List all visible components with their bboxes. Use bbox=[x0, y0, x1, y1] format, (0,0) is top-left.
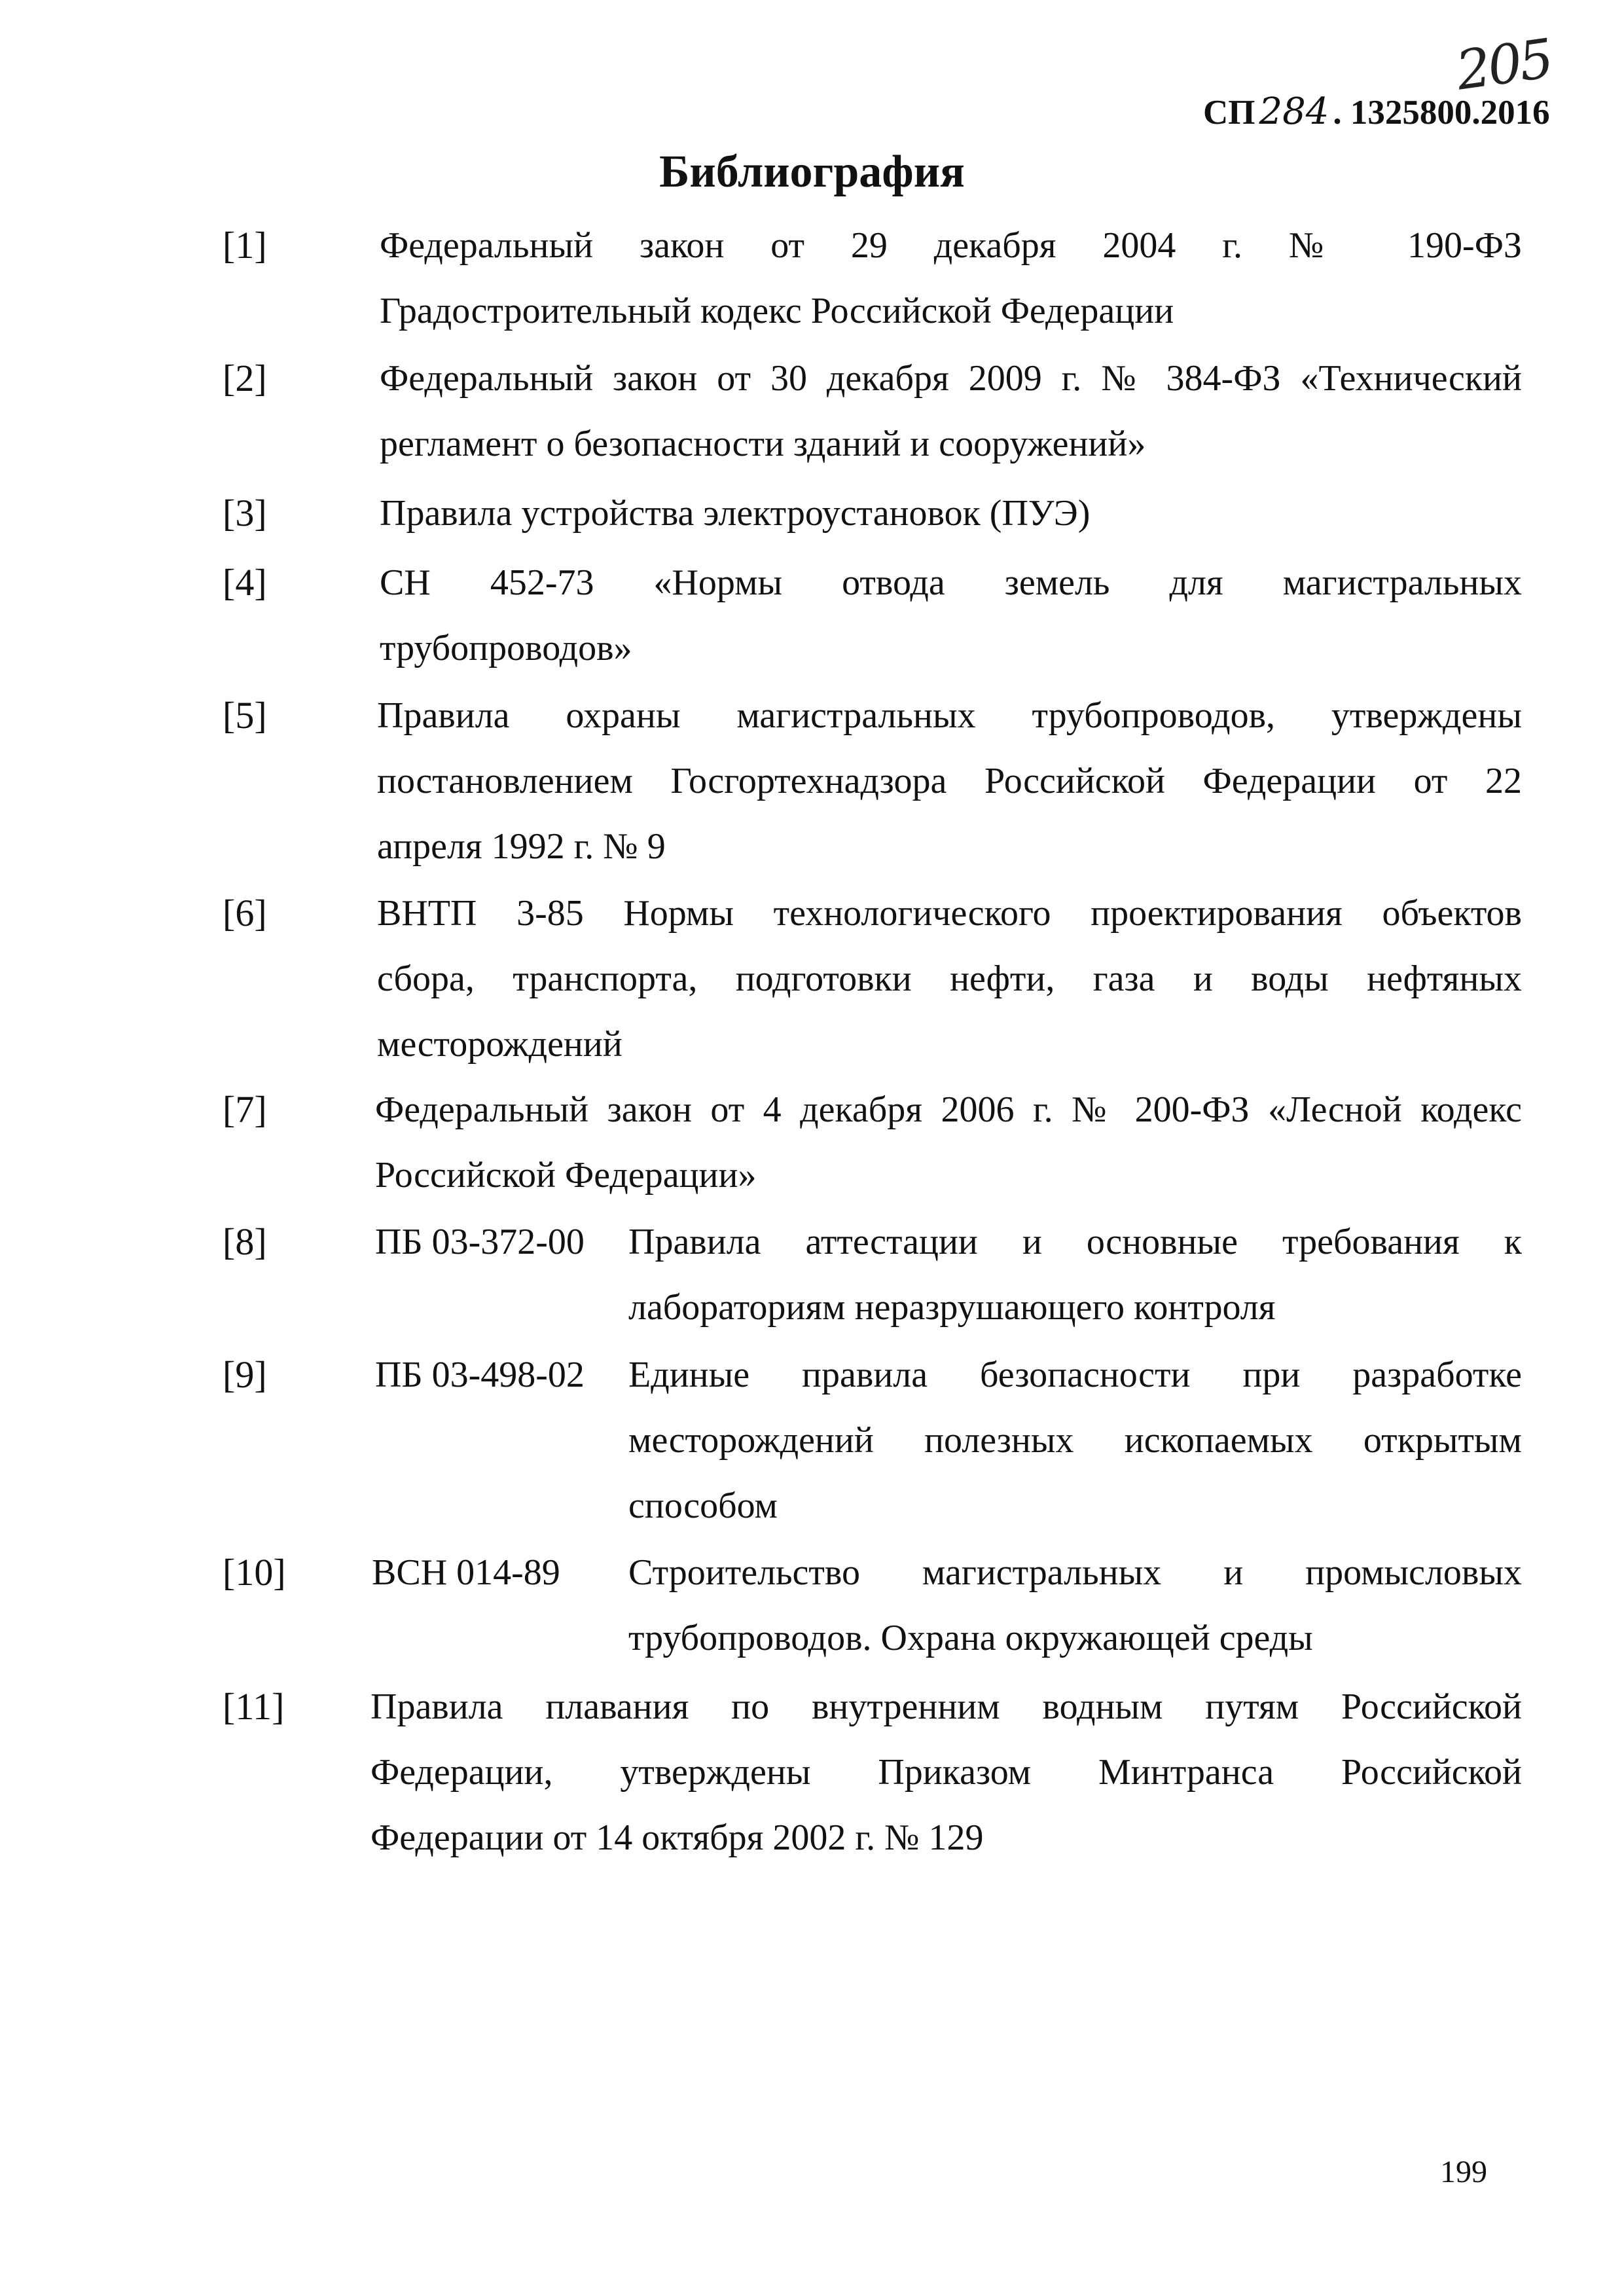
entry-text bbox=[375, 1077, 1522, 1208]
entry-line: ВНТП 3-85 Нормы технологического проектирования объектов bbox=[377, 893, 1522, 934]
entry-line: Строительство магистральных и промысловых bbox=[628, 1552, 1522, 1593]
entry-number: [9] bbox=[223, 1353, 267, 1396]
entry-text bbox=[377, 881, 1522, 1077]
entry-text bbox=[380, 213, 1522, 344]
entry-line: Правила аттестации и основные требования к bbox=[628, 1222, 1522, 1262]
entry-line: месторождений bbox=[377, 1024, 623, 1065]
page-title: Библиография bbox=[659, 147, 965, 197]
entry-text bbox=[380, 481, 1522, 546]
entry-line: Правила устройства электроустановок (ПУЭ) bbox=[380, 493, 1091, 534]
entry-number: [3] bbox=[223, 492, 267, 534]
entry-number: [4] bbox=[223, 561, 267, 604]
doc-code-prefix: СП bbox=[1203, 94, 1255, 132]
entry-number: [1] bbox=[223, 224, 267, 266]
document-code bbox=[1203, 90, 1550, 133]
entry-line: регламент о безопасности зданий и сооружений» bbox=[380, 424, 1146, 464]
entry-line: СН 452-73 «Нормы отвода земель для магистральных bbox=[380, 562, 1522, 603]
entry-line: Федерации от 14 октября 2002 г. № 129 bbox=[370, 1817, 984, 1858]
entry-line: Правила охраны магистральных трубопроводов, утверждены bbox=[377, 695, 1522, 736]
entry-line: апреля 1992 г. № 9 bbox=[377, 826, 666, 867]
entry-number: [7] bbox=[223, 1088, 267, 1131]
entry-text bbox=[380, 346, 1522, 477]
entry-number: [6] bbox=[223, 892, 267, 934]
page-number: 199 bbox=[1440, 2155, 1487, 2189]
entry-line: трубопроводов» bbox=[380, 628, 632, 668]
entry-number: [5] bbox=[223, 694, 267, 737]
entry-number: [8] bbox=[223, 1220, 267, 1263]
entry-number: [2] bbox=[223, 357, 267, 399]
entry-text bbox=[628, 1342, 1522, 1539]
entry-line: трубопроводов. Охрана окружающей среды bbox=[628, 1618, 1313, 1658]
entry-text bbox=[628, 1540, 1522, 1671]
entry-line: лабораториям неразрушающего контроля bbox=[628, 1287, 1276, 1328]
entry-text bbox=[370, 1674, 1522, 1870]
entry-line: сбора, транспорта, подготовки нефти, газа и воды нефтяных bbox=[377, 958, 1522, 999]
entry-line: постановлением Госгортехнадзора Российской Федерации от 22 bbox=[377, 761, 1522, 801]
handwritten-page-number: 205 bbox=[1453, 27, 1555, 103]
entry-line: Федеральный закон от 4 декабря 2006 г. № 200-ФЗ «Лесной кодекс bbox=[375, 1089, 1522, 1130]
entry-line: Правила плавания по внутренним водным путям Российской bbox=[370, 1686, 1522, 1727]
entry-code: ВСН 014-89 bbox=[372, 1552, 560, 1593]
entry-line: Единые правила безопасности при разработке bbox=[628, 1355, 1522, 1395]
entry-line: месторождений полезных ископаемых открытым bbox=[628, 1420, 1522, 1461]
entry-line: Российской Федерации» bbox=[375, 1155, 757, 1195]
entry-number: [11] bbox=[223, 1685, 285, 1728]
entry-code: ПБ 03-498-02 bbox=[375, 1355, 585, 1395]
entry-code: ПБ 03-372-00 bbox=[375, 1222, 585, 1262]
entry-text bbox=[377, 683, 1522, 879]
entry-line: Градостроительный кодекс Российской Федерации bbox=[380, 291, 1174, 331]
entry-line: Федерации, утверждены Приказом Минтранса Российской bbox=[370, 1752, 1522, 1793]
entry-text bbox=[380, 550, 1522, 681]
entry-line: Федеральный закон от 30 декабря 2009 г. № 384-ФЗ «Технический bbox=[380, 358, 1522, 399]
entry-line: способом bbox=[628, 1485, 778, 1526]
entry-text bbox=[628, 1209, 1522, 1340]
entry-line: Федеральный закон от 29 декабря 2004 г. № 190-ФЗ bbox=[380, 225, 1522, 266]
doc-code-suffix: . 1325800.2016 bbox=[1333, 94, 1550, 132]
entry-number: [10] bbox=[223, 1551, 286, 1594]
doc-code-handwritten: 284 bbox=[1259, 90, 1329, 133]
